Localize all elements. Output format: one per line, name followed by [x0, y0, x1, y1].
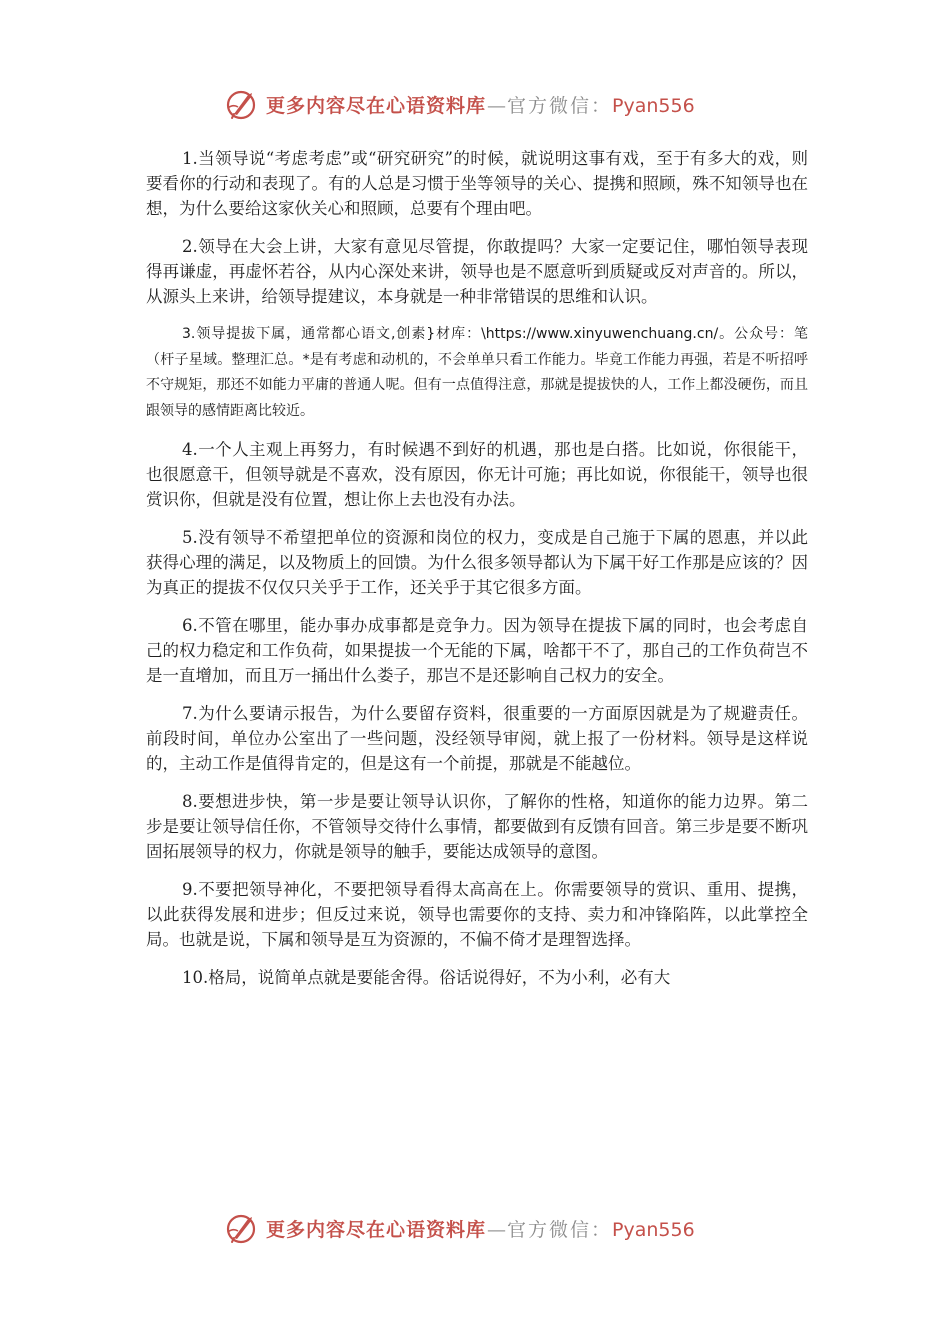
- banner-brand-text: 更多内容尽在心语资料库: [266, 1218, 487, 1241]
- footer-banner: [224, 1208, 695, 1248]
- paragraph-7: 7.为什么要请示报告，为什么要留存资料，很重要的一方面原因就是为了规避责任。前段时间，单位办公室出了一些问题，没经领导审阅，就上报了一份材料。领导是这样说的，主动工作是值得肯定的，但是这有一个前提，那就是不能越位。: [146, 704, 808, 773]
- banner-separator: —: [487, 94, 507, 117]
- paragraph-6: 6.不管在哪里，能办事办成事都是竞争力。因为领导在提拔下属的同时，也会考虑自己的权力稳定和工作负荷，如果提拔一个无能的下属，啥都干不了，那自己的工作负荷岂不是一直增加，而且万一捅出什么娄子，那岂不是还影响自己权力的安全。: [146, 616, 808, 685]
- banner-wechat-id: Pyan556: [612, 1218, 695, 1241]
- paragraph-4: 4.一个人主观上再努力，有时候遇不到好的机遇，那也是白搭。比如说，你很能干，也很愿意干，但领导就是不喜欢，没有原因，你无计可施；再比如说，你很能干，领导也很赏识你，但就是没有位置，想让你上去也没有办法。: [146, 440, 808, 509]
- paragraph-10: 10.格局，说简单点就是要能舍得。俗话说得好，不为小利，必有大: [182, 968, 671, 987]
- article-body: [146, 146, 808, 1003]
- paragraph-9: 9.不要把领导神化，不要把领导看得太高高在上。你需要领导的赏识、重用、提携，以此获得发展和进步；但反过来说，领导也需要你的支持、卖力和冲锋陷阵，以此掌控全局。也就是说，下属和领导是互为资源的，不偏不倚才是理智选择。: [146, 880, 808, 949]
- paragraph-1: 1.当领导说“考虑考虑”或“研究研究”的时候，就说明这事有戏，至于有多大的戏，则要看你的行动和表现了。有的人总是习惯于坐等领导的关心、提携和照顾，殊不知领导也在想，为什么要给这家伙关心和照顾，总要有个理由吧。: [146, 149, 808, 218]
- banner-wechat-id: Pyan556: [612, 94, 695, 117]
- banner-brand-text: 更多内容尽在心语资料库: [266, 94, 487, 117]
- paragraph-2: 2.领导在大会上讲，大家有意见尽管提，你敢提吗？大家一定要记住，哪怕领导表现得再谦虚，再虚怀若谷，从内心深处来讲，领导也是不愿意听到质疑或反对声音的。所以，从源头上来讲，给领导提建议，本身就是一种非常错误的思维和认识。: [146, 237, 808, 306]
- banner-wechat-label: 官方微信：: [507, 1218, 613, 1241]
- banner-separator: —: [487, 1218, 507, 1241]
- paragraph-3: 3.领导提拔下属，通常都心语文,创素}材库：\https://www.xinyuwenchuang.cn/。公众号：笔（杆子星域。整理汇总。*是有考虑和动机的，不会单单只看工作能力。毕竟工作能力再强，若是不听招呼不守规矩，那还不如能力平庸的普通人呢。但有一点值得注意，那就是提拔快的人，工作上都没硬伤，而且跟领导的感情距离比较近。: [146, 326, 808, 419]
- banner-wechat-label: 官方微信：: [507, 94, 613, 117]
- paragraph-5: 5.没有领导不希望把单位的资源和岗位的权力，变成是自己施于下属的恩惠，并以此获得心理的满足，以及物质上的回馈。为什么很多领导都认为下属干好工作那是应该的？因为真正的提拔不仅仅只关乎于工作，还关乎于其它很多方面。: [146, 528, 808, 597]
- quill-pen-logo-icon: [224, 86, 260, 122]
- header-banner: [224, 84, 695, 124]
- quill-pen-logo-icon: [224, 1210, 260, 1246]
- paragraph-8: 8.要想进步快，第一步是要让领导认识你，了解你的性格，知道你的能力边界。第二步是要让领导信任你，不管领导交待什么事情，都要做到有反馈有回音。第三步是要不断巩固拓展领导的权力，你就是领导的触手，要能达成领导的意图。: [146, 792, 808, 861]
